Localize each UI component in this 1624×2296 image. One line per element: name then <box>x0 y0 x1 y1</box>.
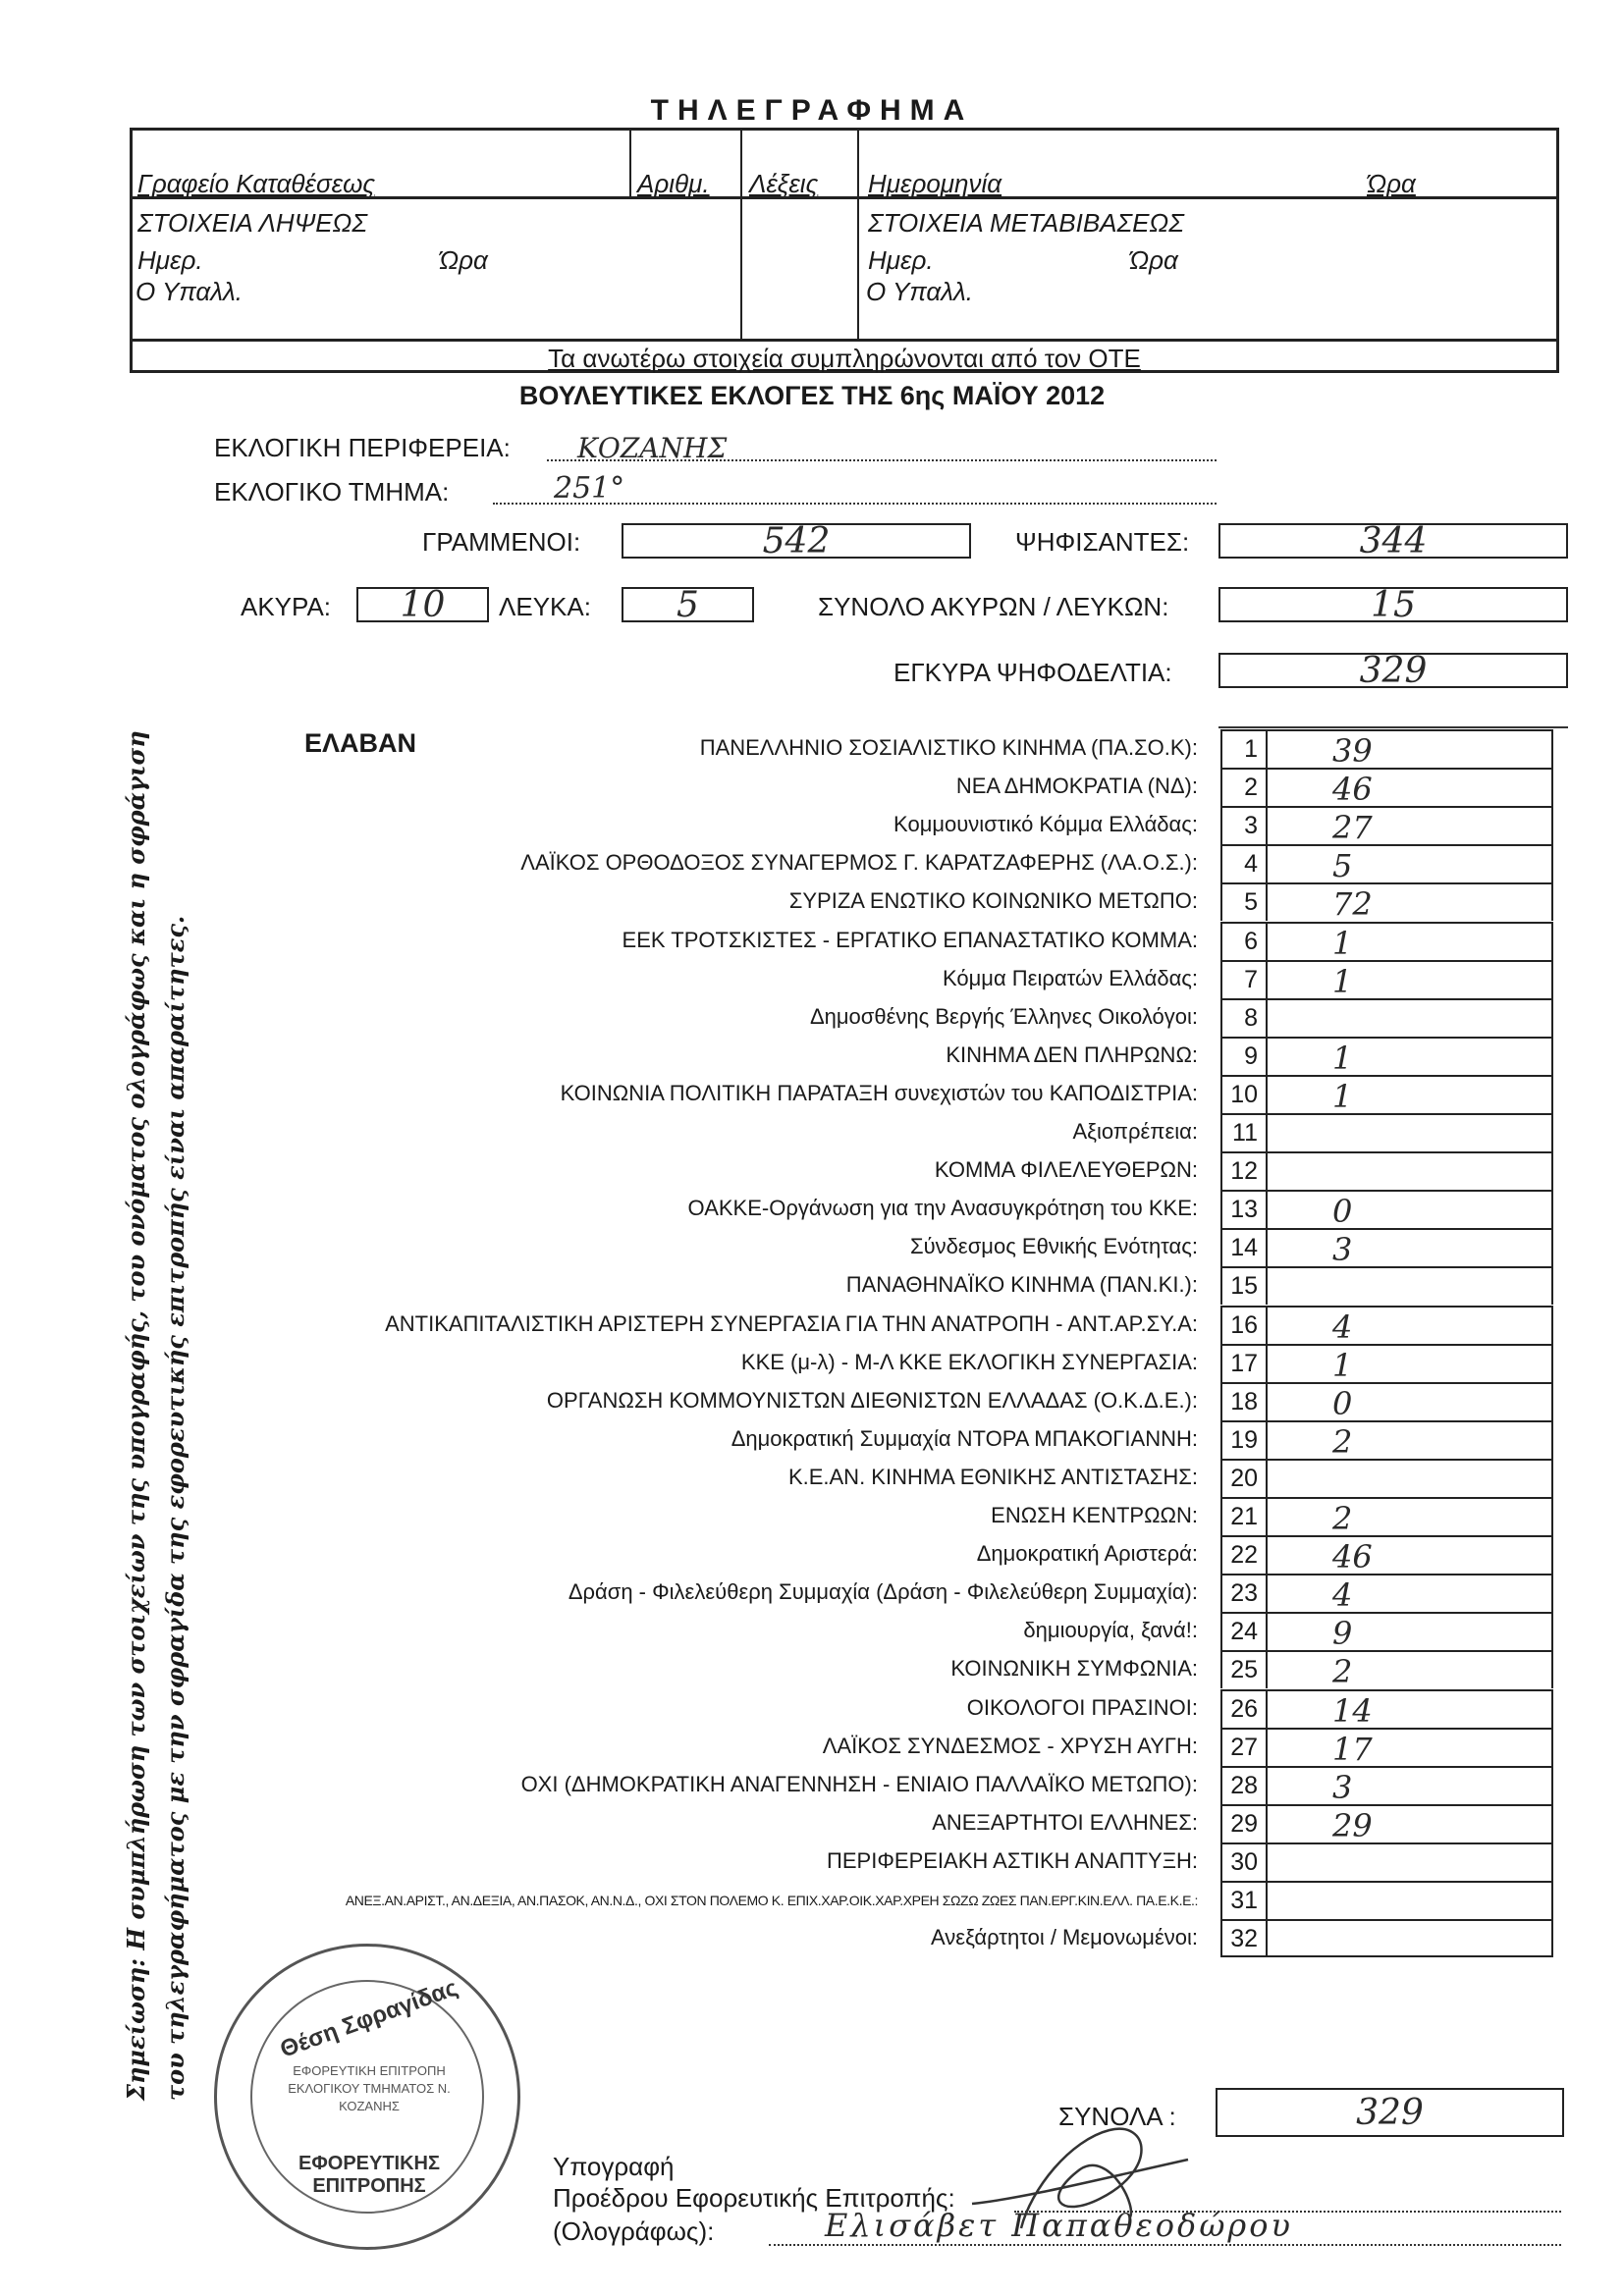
party-row <box>236 1842 1561 1881</box>
divider <box>130 339 1559 342</box>
invalid-value: 10 <box>400 585 446 625</box>
party-row <box>236 1650 1561 1691</box>
voted-field[interactable] <box>1218 523 1568 559</box>
party-votes-field[interactable]: 17 <box>1268 1728 1553 1766</box>
party-votes-field[interactable]: 46 <box>1268 1535 1553 1574</box>
party-name: ΠΑΝΑΘΗΝΑΪΚΟ ΚΙΝΗΜΑ (ΠΑΝ.ΚΙ.): <box>845 1272 1198 1298</box>
party-number: 10 <box>1220 1075 1268 1113</box>
party-number: 26 <box>1220 1689 1268 1728</box>
side-note-line-1: Σημείωση: Η συμπλήρωση των στοιχείων της υπογραφής, του ονόματος ολογράφως και η σφράγιση <box>122 730 150 2101</box>
transmission-clerk-label: Ο Υπαλλ. <box>866 277 974 306</box>
received-heading: ΕΛΑΒΑΝ <box>304 728 417 758</box>
party-name: ΚΚΕ (μ-λ) - Μ-Λ ΚΚΕ ΕΚΛΟΓΙΚΗ ΣΥΝΕΡΓΑΣΙΑ: <box>740 1349 1198 1374</box>
election-title: ΒΟΥΛΕΥΤΙΚΕΣ ΕΚΛΟΓΕΣ ΤΗΣ 6ης ΜΑΪΟΥ 2012 <box>518 381 1106 410</box>
party-votes-field[interactable]: 0 <box>1268 1382 1553 1420</box>
party-number: 25 <box>1220 1650 1268 1688</box>
party-number: 15 <box>1220 1266 1268 1305</box>
party-row <box>236 1382 1561 1420</box>
reception-clerk-label: Ο Υπαλλ. <box>135 277 244 306</box>
party-name: ΕΕΚ ΤΡΟΤΣΚΙΣΤΕΣ - ΕΡΓΑΤΙΚΟ ΕΠΑΝΑΣΤΑΤΙΚΟ ΚΟΜΜΑ: <box>622 927 1198 952</box>
party-number: 32 <box>1220 1919 1268 1957</box>
party-name: ΛΑΪΚΟΣ ΣΥΝΔΕΣΜΟΣ - ΧΡΥΣΗ ΑΥΓΗ: <box>822 1733 1198 1758</box>
signature-label: Υπογραφή <box>553 2152 675 2181</box>
party-votes-field[interactable] <box>1268 1459 1553 1497</box>
party-number: 18 <box>1220 1382 1268 1420</box>
totals-label: ΣΥΝΟΛΑ : <box>1058 2102 1176 2131</box>
party-votes-field[interactable]: 14 <box>1268 1689 1553 1728</box>
party-name: Αξιοπρέπεια: <box>1072 1119 1198 1144</box>
party-votes-field[interactable] <box>1268 1151 1553 1190</box>
party-name: Σύνδεσμος Εθνικής Ενότητας: <box>910 1234 1198 1259</box>
party-votes-field[interactable]: 27 <box>1268 806 1553 844</box>
party-votes-field[interactable]: 1 <box>1268 1344 1553 1382</box>
transmission-time-label: Ώρα <box>1129 245 1178 275</box>
party-number: 4 <box>1220 844 1268 882</box>
divider <box>740 128 742 342</box>
party-row <box>236 998 1561 1037</box>
party-row <box>236 1804 1561 1842</box>
signature-role-label: Προέδρου Εφορευτικής Επιτροπής: <box>553 2183 955 2213</box>
party-name: ΟΧΙ (ΔΗΜΟΚΡΑΤΙΚΗ ΑΝΑΓΕΝΝΗΣΗ - ΕΝΙΑΙΟ ΠΑΛΛΑΪΚΟ ΜΕΤΩΠΟ): <box>520 1771 1198 1796</box>
voted-value: 344 <box>1359 521 1428 561</box>
divider <box>629 128 631 198</box>
party-name: Κόμμα Πειρατών Ελλάδας: <box>942 965 1198 990</box>
party-name: ΟΙΚΟΛΟΓΟΙ ΠΡΑΣΙΝΟΙ: <box>966 1694 1198 1720</box>
party-row <box>236 1037 1561 1075</box>
stamp-side-text: ΕΦΟΡΕΥΤΙΚΗΣ ΕΠΙΤΡΟΠΗΣ <box>298 2153 440 2197</box>
reception-date-label: Ημερ. <box>137 245 203 275</box>
party-number: 30 <box>1220 1842 1268 1881</box>
ote-note: Τα ανωτέρω στοιχεία συμπληρώνονται από τον ΟΤΕ <box>548 344 1141 373</box>
party-votes-field[interactable]: 3 <box>1268 1766 1553 1804</box>
reception-heading: ΣΤΟΙΧΕΙΑ ΛΗΨΕΩΣ <box>137 208 367 238</box>
party-name: Δημοκρατική Αριστερά: <box>976 1541 1198 1567</box>
party-name: Δράση - Φιλελεύθερη Συμμαχία (Δράση - Φιλελεύθερη Συμμαχία): <box>568 1579 1198 1605</box>
party-votes-field[interactable] <box>1268 998 1553 1037</box>
party-row <box>236 729 1561 768</box>
party-votes-field[interactable] <box>1268 1113 1553 1151</box>
party-number: 7 <box>1220 960 1268 998</box>
party-name: ΟΑΚΚΕ-Οργάνωση για την Ανασυγκρότηση του ΚΚΕ: <box>687 1196 1198 1221</box>
stamp-outer-text: ΕΦΟΡΕΥΤΙΚΗ ΕΠΙΤΡΟΠΗ ΕΚΛΟΓΙΚΟΥ ΤΜΗΜΑΤΟΣ Ν. ΚΟΖΑΝΗΣ <box>288 2063 451 2114</box>
party-number: 3 <box>1220 806 1268 844</box>
party-name: Ανεξάρτητοι / Μεμονωμένοι: <box>931 1925 1198 1950</box>
party-votes-field[interactable]: 1 <box>1268 922 1553 960</box>
party-row <box>236 1151 1561 1190</box>
party-row <box>236 1306 1561 1344</box>
party-number: 17 <box>1220 1344 1268 1382</box>
party-name: ΑΝΤΙΚΑΠΙΤΑΛΙΣΤΙΚΗ ΑΡΙΣΤΕΡΗ ΣΥΝΕΡΓΑΣΙΑ ΓΙΑ ΤΗΝ ΑΝΑΤΡΟΠΗ - ΑΝΤ.ΑΡ.ΣΥ.Α: <box>385 1310 1198 1336</box>
party-number: 31 <box>1220 1881 1268 1919</box>
section-label: ΕΚΛΟΓΙΚΟ ΤΜΗΜΑ: <box>214 477 450 507</box>
party-number: 6 <box>1220 922 1268 960</box>
date-label: Ημερομηνία <box>868 169 1002 198</box>
signature-scribble-icon <box>962 2110 1296 2248</box>
party-number: 20 <box>1220 1459 1268 1497</box>
party-row <box>236 768 1561 809</box>
invalid-blank-total-value: 15 <box>1371 585 1416 625</box>
valid-ballots-field[interactable] <box>1218 651 1568 691</box>
party-votes-field[interactable]: 2 <box>1268 1420 1553 1459</box>
party-number: 14 <box>1220 1228 1268 1266</box>
party-row <box>236 1459 1561 1497</box>
party-row <box>236 1689 1561 1728</box>
party-row <box>236 1420 1561 1459</box>
party-votes-field[interactable]: 5 <box>1268 844 1553 882</box>
party-number: 1 <box>1220 729 1268 768</box>
party-row <box>236 1075 1561 1113</box>
party-name: ΣΥΡΙΖΑ ΕΝΩΤΙΚΟ ΚΟΙΝΩΝΙΚΟ ΜΕΤΩΠΟ: <box>788 888 1198 914</box>
party-number: 8 <box>1220 998 1268 1037</box>
district-value: ΚΟΖΑΝΗΣ <box>577 432 728 464</box>
party-number: 27 <box>1220 1728 1268 1766</box>
party-votes-field[interactable]: 3 <box>1268 1228 1553 1266</box>
party-row <box>236 882 1561 924</box>
valid-ballots-value: 329 <box>1359 651 1428 691</box>
party-votes-field[interactable]: 29 <box>1268 1804 1553 1842</box>
party-name: ΛΑΪΚΟΣ ΟΡΘΟΔΟΞΟΣ ΣΥΝΑΓΕΡΜΟΣ Γ. ΚΑΡΑΤΖΑΦΕΡΗΣ (ΛΑ.Ο.Σ.): <box>520 850 1198 876</box>
party-row <box>236 960 1561 998</box>
party-name: ΚΟΜΜΑ ΦΙΛΕΛΕΥΘΕΡΩΝ: <box>934 1157 1198 1183</box>
party-number: 5 <box>1220 882 1268 921</box>
side-note <box>116 707 204 2101</box>
registered-label: ΓΡΑΜΜΕΝΟΙ: <box>422 527 581 557</box>
party-votes-field[interactable] <box>1268 1842 1553 1881</box>
party-name: ΚΟΙΝΩΝΙΚΗ ΣΥΜΦΩΝΙΑ: <box>950 1656 1198 1682</box>
reception-time-label: Ώρα <box>439 245 488 275</box>
party-name: ΠΑΝΕΛΛΗΝΙΟ ΣΟΣΙΑΛΙΣΤΙΚΟ ΚΙΝΗΜΑ (ΠΑ.ΣΟ.Κ): <box>699 735 1198 760</box>
time-label: Ώρα <box>1367 169 1416 198</box>
party-name: Κομμουνιστικό Κόμμα Ελλάδας: <box>893 812 1198 837</box>
party-row <box>236 1574 1561 1615</box>
party-votes-field[interactable]: 1 <box>1268 1075 1553 1113</box>
party-name: ΑΝΕΞ.ΑΝ.ΑΡΙΣΤ., ΑΝ.ΔΕΞΙΑ, ΑΝ.ΠΑΣΟΚ, ΑΝ.Ν.Δ., ΟΧΙ ΣΤΟΝ ΠΟΛΕΜΟ Κ. ΕΠΙΧ.ΧΑΡ.ΟΙΚ.ΧΑΡ.ΧΡΕΗ ΣΩΖΩ ΖΩΕΣ ΠΑΝ.ΕΡΓ.ΚΙΝ.ΕΛΛ. ΠΑ.Ε.Κ.Ε.: <box>345 1893 1198 1908</box>
party-row <box>236 1190 1561 1231</box>
office-label: Γραφείο Καταθέσεως <box>137 169 375 198</box>
divider <box>1218 726 1568 728</box>
signature-fullname-value: Ελισάβετ Παπαθεοδώρου <box>825 2207 1293 2244</box>
invalid-field[interactable] <box>356 585 489 625</box>
district-label: ΕΚΛΟΓΙΚΗ ΠΕΡΙΦΕΡΕΙΑ: <box>214 433 511 462</box>
party-row <box>236 844 1561 885</box>
party-name: ΝΕΑ ΔΗΜΟΚΡΑΤΙΑ (ΝΔ): <box>955 774 1198 799</box>
blank-label: ΛΕΥΚΑ: <box>499 592 591 621</box>
party-row <box>236 1612 1561 1653</box>
party-row <box>236 1266 1561 1305</box>
party-number: 28 <box>1220 1766 1268 1804</box>
signature-fullname-label: (Ολογράφως): <box>553 2216 715 2246</box>
party-number: 23 <box>1220 1574 1268 1612</box>
party-votes-field[interactable]: 9 <box>1268 1612 1553 1650</box>
party-row <box>236 806 1561 847</box>
blank-value: 5 <box>677 585 699 625</box>
side-note-line-2: του τηλεγραφήματος με την σφραγίδα της εφορευτικής επιτροπής είναι απαραίτητες. <box>161 915 189 2101</box>
party-row <box>236 1881 1561 1919</box>
party-number: 24 <box>1220 1612 1268 1650</box>
party-name: Δημοκρατική Συμμαχία ΝΤΟΡΑ ΜΠΑΚΟΓΙΑΝΝΗ: <box>731 1425 1198 1451</box>
stamp <box>214 1944 520 2250</box>
invalid-blank-total-label: ΣΥΝΟΛΟ ΑΚΥΡΩΝ / ΛΕΥΚΩΝ: <box>818 592 1169 621</box>
party-votes-field[interactable]: 46 <box>1268 768 1553 806</box>
party-name: ΠΕΡΙΦΕΡΕΙΑΚΗ ΑΣΤΙΚΗ ΑΝΑΠΤΥΞΗ: <box>827 1847 1198 1873</box>
party-row <box>236 1344 1561 1382</box>
transmission-heading: ΣΤΟΙΧΕΙΑ ΜΕΤΑΒΙΒΑΣΕΩΣ <box>868 208 1184 238</box>
party-row <box>236 1766 1561 1804</box>
party-name: ΟΡΓΑΝΩΣΗ ΚΟΜΜΟΥΝΙΣΤΩΝ ΔΙΕΘΝΙΣΤΩΝ ΕΛΛΑΔΑΣ (Ο.Κ.Δ.Ε.): <box>546 1387 1198 1413</box>
party-number: 9 <box>1220 1037 1268 1075</box>
invalid-blank-total-field[interactable] <box>1218 585 1568 625</box>
party-name: ΚΙΝΗΜΑ ΔΕΝ ΠΛΗΡΩΝΩ: <box>946 1041 1198 1067</box>
party-number: 19 <box>1220 1420 1268 1459</box>
voted-label: ΨΗΦΙΣΑΝΤΕΣ: <box>1015 527 1190 557</box>
party-number: 22 <box>1220 1535 1268 1574</box>
party-votes-field[interactable]: 4 <box>1268 1574 1553 1612</box>
party-row <box>236 1728 1561 1766</box>
party-name: Δημοσθένης Βεργής Έλληνες Οικολόγοι: <box>809 1003 1198 1029</box>
party-votes-field[interactable] <box>1268 1881 1553 1919</box>
divider <box>857 128 859 342</box>
totals-value: 329 <box>1356 2093 1424 2133</box>
party-row <box>236 1497 1561 1535</box>
party-name: ΚΟΙΝΩΝΙΑ ΠΟΛΙΤΙΚΗ ΠΑΡΑΤΑΞΗ συνεχιστών του ΚΑΠΟΔΙΣΤΡΙΑ: <box>560 1080 1198 1105</box>
party-number: 16 <box>1220 1306 1268 1344</box>
party-number: 11 <box>1220 1113 1268 1151</box>
document-title: ΤΗΛΕΓΡΑΦΗΜΑ <box>650 94 974 127</box>
party-row <box>236 1228 1561 1269</box>
party-votes-field[interactable]: 0 <box>1268 1190 1553 1228</box>
party-votes-field[interactable]: 2 <box>1268 1497 1553 1535</box>
party-number: 12 <box>1220 1151 1268 1190</box>
party-number: 13 <box>1220 1190 1268 1228</box>
registered-field[interactable] <box>622 523 971 559</box>
stamp-inner-text: Θέση Σφραγίδας <box>276 1974 461 2063</box>
party-number: 21 <box>1220 1497 1268 1535</box>
party-votes-field[interactable]: 39 <box>1268 729 1553 768</box>
party-votes-field[interactable] <box>1268 1266 1553 1305</box>
party-number: 29 <box>1220 1804 1268 1842</box>
invalid-label: ΑΚΥΡΑ: <box>241 592 332 621</box>
telegram-header-box <box>130 128 1559 373</box>
party-name: ΕΝΩΣΗ ΚΕΝΤΡΩΩΝ: <box>991 1503 1198 1527</box>
transmission-date-label: Ημερ. <box>868 245 934 275</box>
registered-value: 542 <box>762 521 831 561</box>
party-name: δημιουργία, ξανά!: <box>1023 1618 1198 1643</box>
party-votes-field[interactable]: 4 <box>1268 1306 1553 1344</box>
party-number: 2 <box>1220 768 1268 806</box>
party-votes-field[interactable] <box>1268 1919 1553 1957</box>
party-row <box>236 1113 1561 1151</box>
party-votes-field[interactable]: 1 <box>1268 1037 1553 1075</box>
party-votes-field[interactable]: 1 <box>1268 960 1553 998</box>
party-row <box>236 922 1561 960</box>
valid-ballots-label: ΕΓΚΥΡΑ ΨΗΦΟΔΕΛΤΙΑ: <box>893 658 1172 687</box>
party-row <box>236 1919 1561 1957</box>
section-value: 251° <box>554 471 625 506</box>
party-votes-field[interactable]: 72 <box>1268 882 1553 921</box>
words-label: Λέξεις <box>749 169 819 198</box>
number-label: Αριθμ. <box>637 169 710 198</box>
party-name: ΑΝΕΞΑΡΤΗΤΟΙ ΕΛΛΗΝΕΣ: <box>932 1809 1198 1835</box>
party-name: Κ.Ε.ΑΝ. ΚΙΝΗΜΑ ΕΘΝΙΚΗΣ ΑΝΤΙΣΤΑΣΗΣ: <box>787 1464 1198 1489</box>
blank-field[interactable] <box>622 585 754 625</box>
party-votes-field[interactable]: 2 <box>1268 1650 1553 1688</box>
party-row <box>236 1535 1561 1574</box>
